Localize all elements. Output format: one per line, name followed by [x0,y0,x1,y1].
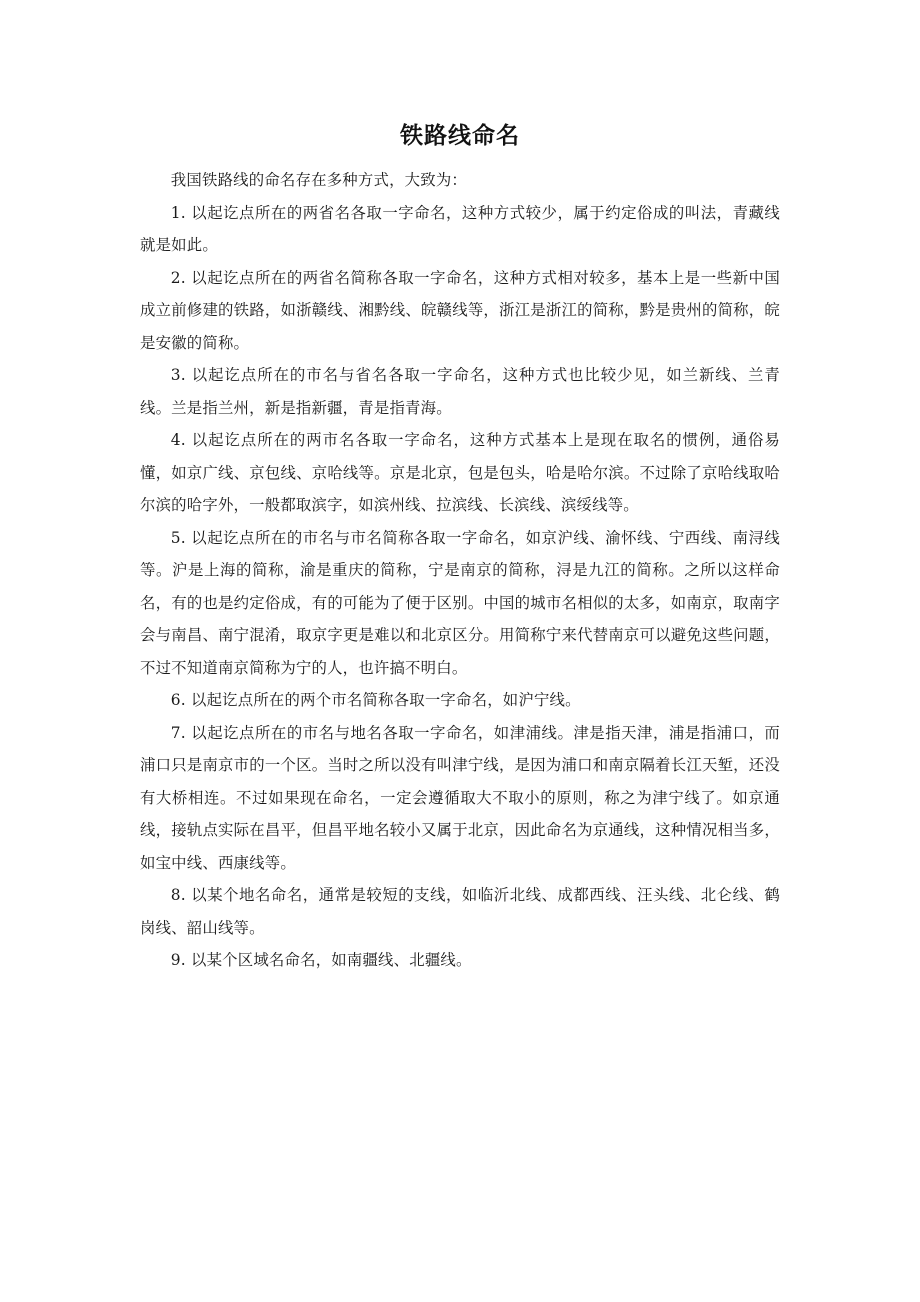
intro-paragraph: 我国铁路线的命名存在多种方式，大致为： [170,171,468,189]
list-item-3: 3. 以起讫点所在的市名与省名各取一字命名，这种方式也比较少见，如兰新线、兰青线。兰是指兰州，新是指新疆，青是指青海。 [140,366,780,417]
list-item-1: 1. 以起讫点所在的两省名各取一字命名，这种方式较少，属于约定俗成的叫法，青藏线就是如此。 [140,203,780,254]
list-item-2: 2. 以起讫点所在的两省名简称各取一字命名，这种方式相对较多，基本上是一些新中国成立前修建的铁路，如浙赣线、湘黔线、皖赣线等，浙江是浙江的简称，黔是贵州的简称，皖是安徽的简称。 [140,268,780,352]
document-title: 铁路线命名 [400,123,520,149]
list-item-6: 6. 以起讫点所在的两个市名简称各取一字命名，如沪宁线。 [170,691,581,709]
list-item-7: 7. 以起讫点所在的市名与地名各取一字命名，如津浦线。津是指天津，浦是指浦口，而浦口只是南京市的一个区。当时之所以没有叫津宁线，是因为浦口和南京隔着长江天堑，还没有大桥相连。不过如果现在命名，一定会遵循取大不取小的原则，称之为津宁线了。如京通线，接轨点实际在昌平，但昌平地名较小又属于北京，因此命名为京通线，这种情况相当多，如宝中线、西康线等。 [140,723,780,872]
list-item-9: 9. 以某个区域名命名，如南疆线、北疆线。 [170,951,472,969]
list-item-4: 4. 以起讫点所在的两市名各取一字命名，这种方式基本上是现在取名的惯例，通俗易懂，如京广线、京包线、京哈线等。京是北京，包是包头，哈是哈尔滨。不过除了京哈线取哈尔滨的哈字外，一般都取滨字，如滨州线、拉滨线、长滨线、滨绥线等。 [140,431,780,514]
document-page [140,118,780,977]
list-item-5: 5. 以起讫点所在的市名与市名简称各取一字命名，如京沪线、渝怀线、宁西线、南浔线等。沪是上海的简称，渝是重庆的简称，宁是南京的简称，浔是九江的简称。之所以这样命名，有的也是约定俗成，有的可能为了便于区别。中国的城市名相似的太多，如南京，取南字会与南昌、南宁混淆，取京字更是难以和北京区分。用简称宁来代替南京可以避免这些问题，不过不知道南京简称为宁的人，也许搞不明白。 [140,528,780,677]
list-item-8: 8. 以某个地名命名，通常是较短的支线，如临沂北线、成都西线、汪头线、北仑线、鹤岗线、韶山线等。 [140,886,780,937]
